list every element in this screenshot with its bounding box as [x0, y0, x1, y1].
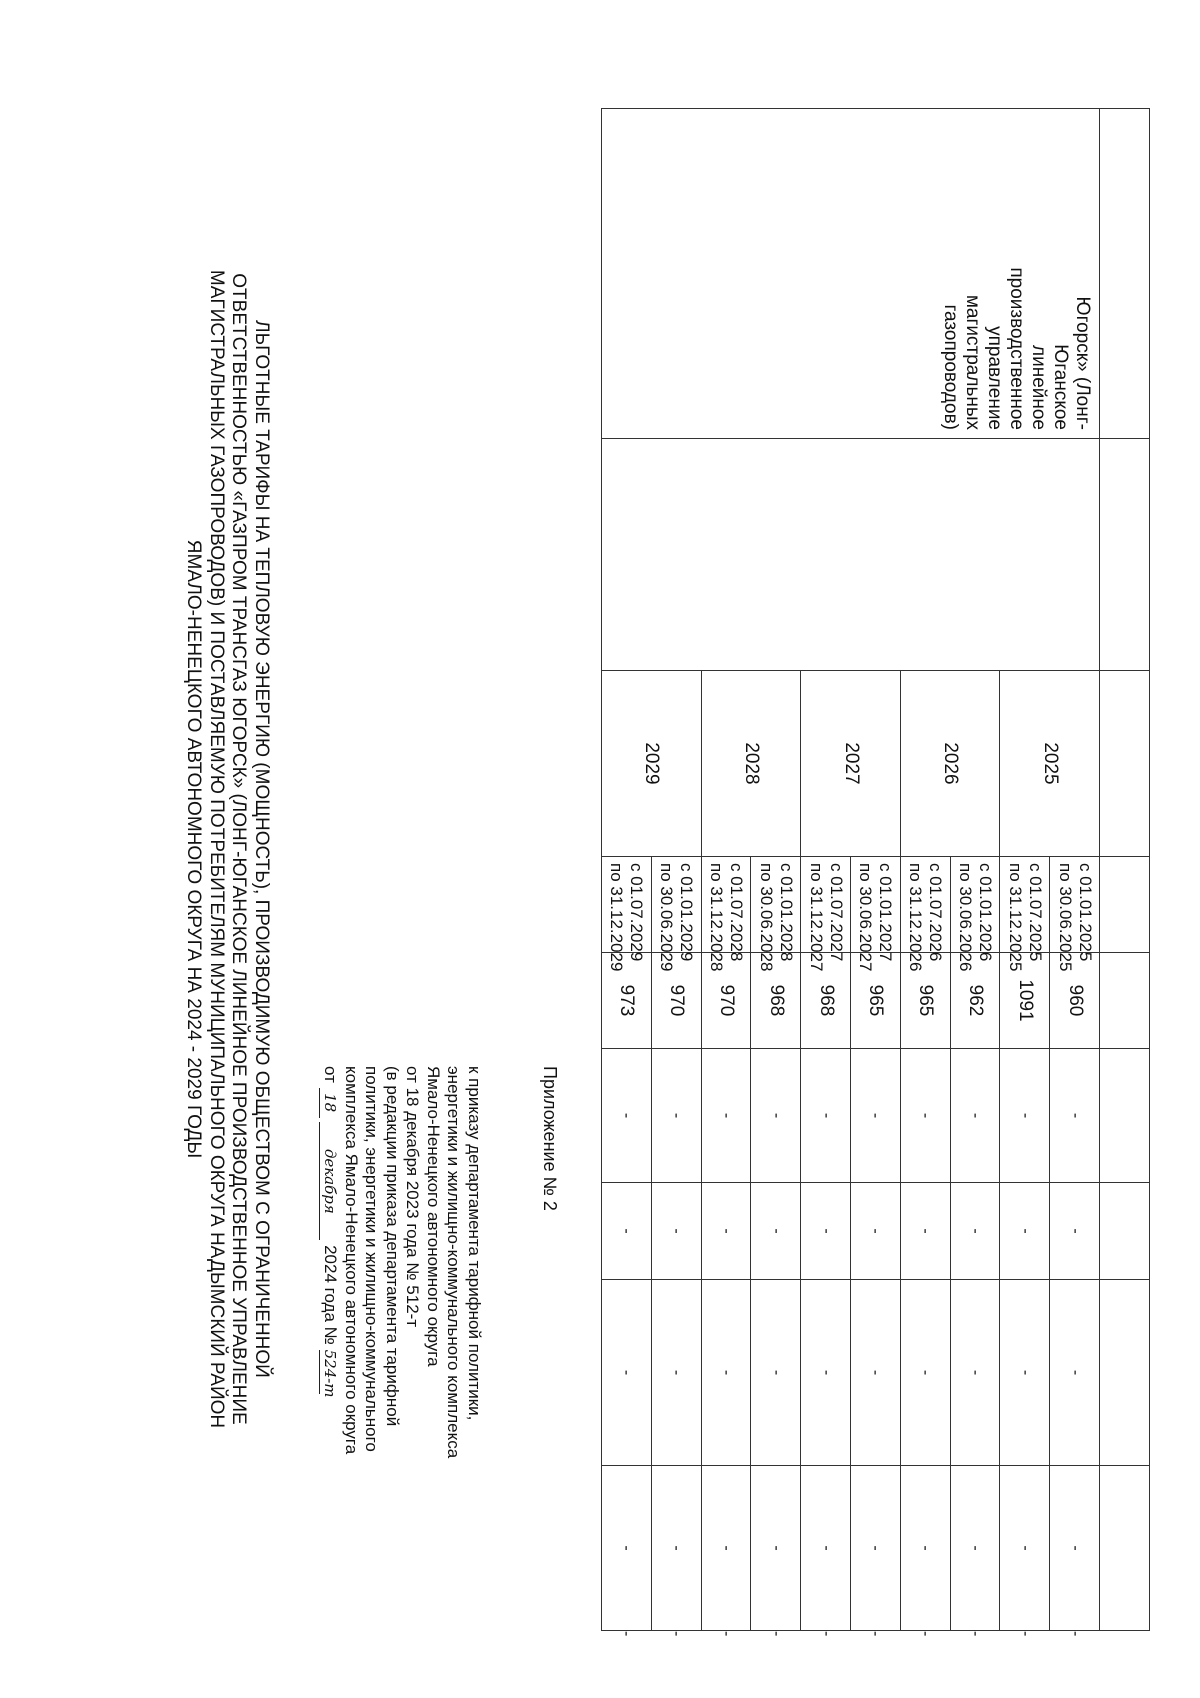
organization-label-line: производственное: [1006, 267, 1027, 430]
year-cell: 2025: [1000, 671, 1100, 857]
period-to: по 30.06.2025: [1055, 863, 1075, 972]
annex-signature-line: [319, 1066, 341, 1536]
empty-value-dash: -: [950, 1280, 1000, 1466]
empty-value-dash: -: [602, 1183, 652, 1280]
period-to: по 31.12.2029: [607, 863, 627, 972]
sig-year-text: 2024 года №: [321, 1245, 341, 1345]
organization-label-line: линейное: [1028, 345, 1049, 430]
tariff-value-cell: 970: [701, 953, 751, 1049]
empty-value-dash: -: [1050, 1049, 1100, 1183]
empty-value-dash: -: [801, 1183, 851, 1280]
empty-value-dash: -: [701, 1049, 751, 1183]
table-row: с 01.07.2028 по 31.12.2028 970 - - - - -: [701, 109, 751, 1631]
organization-label-line: магистральных: [962, 294, 983, 430]
empty-value-dash: -: [1000, 1466, 1050, 1631]
blank-cell: [1100, 1049, 1150, 1183]
annex-line: Ямало-Ненецкого автономного округа: [424, 1066, 443, 1367]
empty-value-dash: -: [801, 1466, 851, 1631]
annex-line: политики, энергетики и жилищно-коммунального: [362, 1066, 382, 1452]
period-to: по 30.06.2026: [956, 863, 976, 972]
period-cell: [651, 857, 701, 972]
organization-cell: [602, 109, 1100, 439]
tariff-value-cell: 968: [751, 953, 801, 1049]
blank-cell: [1100, 1280, 1150, 1466]
empty-value-dash: -: [1050, 1466, 1100, 1631]
tariff-value-cell: 970: [651, 953, 701, 1049]
organization-label-line: управление: [984, 326, 1005, 430]
period-cell: [602, 857, 652, 972]
empty-value-dash: -: [1000, 1280, 1050, 1466]
period-from: с 01.07.2025: [1025, 863, 1045, 962]
table-row: 2028 с 01.01.2028 по 30.06.2028 968 - - - - -: [751, 109, 801, 1631]
period-to: по 31.12.2028: [707, 863, 727, 972]
empty-value-dash: -: [1050, 1280, 1100, 1466]
heading-line: ЯМАЛО-НЕНЕЦКОГО АВТОНОМНОГО ОКРУГА НА 2024 - 2029 ГОДЫ: [183, 539, 205, 1159]
period-to: по 31.12.2025: [1005, 863, 1025, 972]
empty-value-dash: -: [851, 1466, 901, 1631]
empty-value-dash: -: [801, 1280, 851, 1466]
period-to: по 30.06.2029: [657, 863, 677, 972]
table-row: с 01.07.2029 по 31.12.2029 973 - - - - -: [602, 109, 652, 1631]
empty-value-dash: -: [801, 1049, 851, 1183]
period-to: по 30.06.2027: [856, 863, 876, 972]
table-row: 2027 с 01.01.2027 по 30.06.2027 965 - - - - -: [851, 109, 901, 1631]
blank-cell: [1100, 1183, 1150, 1280]
empty-value-dash: -: [1000, 1049, 1050, 1183]
period-from: с 01.07.2029: [627, 863, 647, 962]
blank-cell: [1100, 439, 1150, 671]
tariff-value-cell: 1091: [1000, 953, 1050, 1049]
period-cell: [1000, 857, 1050, 972]
empty-value-dash: -: [651, 1280, 701, 1466]
table-row: 2026 с 01.01.2026 по 30.06.2026 962 - - - - -: [950, 109, 1000, 1631]
tariff-value-cell: 968: [801, 953, 851, 1049]
period-cell: [801, 857, 851, 972]
heading-line: ОТВЕТСТВЕННОСТЬЮ «ГАЗПРОМ ТРАНСГАЗ ЮГОРСК» (ЛОНГ-ЮГАНСКОЕ ЛИНЕЙНОЕ ПРОИЗВОДСТВЕННОЕ УПРАВЛЕНИЕ: [228, 273, 250, 1425]
year-cell: 2028: [701, 671, 801, 857]
organization-label-line: Югорск» (Лонг-: [1072, 296, 1093, 430]
empty-value-dash: -: [751, 1049, 801, 1183]
table-row: с 01.07.2026 по 31.12.2026 965 - - - - -: [900, 109, 950, 1631]
period-to: по 31.12.2027: [806, 863, 826, 972]
empty-value-dash: -: [751, 1280, 801, 1466]
tariff-table: [601, 108, 1150, 1637]
annex-title: Приложение № 2: [540, 1066, 560, 1211]
empty-value-dash: -: [651, 1049, 701, 1183]
empty-value-dash: -: [751, 1466, 801, 1631]
blank-cell: [1100, 671, 1150, 857]
period-from: с 01.01.2028: [776, 863, 796, 962]
organization-label-line: газопроводов): [940, 304, 961, 430]
organization-label-line: Юганское: [1050, 344, 1071, 430]
period-cell: [701, 857, 751, 972]
period-from: с 01.01.2025: [1075, 863, 1095, 962]
empty-value-dash: -: [701, 1280, 751, 1466]
empty-value-dash: -: [1050, 1183, 1100, 1280]
blank-cell: [1100, 1466, 1150, 1631]
empty-value-dash: -: [651, 1183, 701, 1280]
empty-value-dash: -: [851, 1049, 901, 1183]
year-cell: 2027: [801, 671, 901, 857]
annex-line: (в редакции приказа департамента тарифной: [383, 1066, 402, 1427]
empty-value-dash: -: [900, 1466, 950, 1631]
tariff-value-cell: 962: [950, 953, 1000, 1049]
tariff-value-cell: 960: [1050, 953, 1100, 1049]
blank-cell: [1100, 857, 1150, 953]
table-row: с 01.07.2025 по 31.12.2025 1091 - - - - -: [1000, 109, 1050, 1631]
empty-value-dash: -: [751, 1183, 801, 1280]
period-cell: [751, 857, 801, 972]
period-from: с 01.01.2029: [677, 863, 697, 962]
heading-line: МАГИСТРАЛЬНЫХ ГАЗОПРОВОДОВ) И ПОСТАВЛЯЕМУЮ ПОТРЕБИТЕЛЯМ МУНИЦИПАЛЬНОГО ОКРУГА НАДЫМСКИЙ РАЙОН: [206, 269, 227, 1429]
sig-month-handwritten: декабря: [319, 1122, 341, 1240]
empty-value-dash: -: [701, 1466, 751, 1631]
tariff-value-cell: 965: [851, 953, 901, 1049]
period-cell: [851, 857, 901, 972]
empty-value-dash: -: [851, 1183, 901, 1280]
sig-day-handwritten: 18: [319, 1088, 341, 1118]
annex-line: комплекса Ямало-Ненецкого автономного округа: [342, 1066, 361, 1455]
period-to: по 31.12.2026: [906, 863, 926, 972]
annex-line: от 18 декабря 2023 года № 512-т: [403, 1066, 423, 1328]
period-cell: [1050, 857, 1100, 972]
table-row: Югорск» (Лонг- Юганское линейное производственное управление магистральных газопроводов) 2025 с 01.01.2025 по 30.06.2025 960 - - - - -: [1050, 109, 1100, 1631]
annex-line: энергетики и жилищно-коммунального комплекса: [444, 1066, 464, 1459]
empty-value-dash: -: [701, 1183, 751, 1280]
year-cell: 2026: [900, 671, 1000, 857]
document-heading: [182, 100, 272, 1598]
blank-cell: [602, 439, 1100, 671]
empty-value-dash: -: [602, 1049, 652, 1183]
period-from: с 01.01.2027: [876, 863, 896, 962]
tariff-value-cell: 965: [900, 953, 950, 1049]
year-cell: 2029: [602, 671, 702, 857]
period-cell: [950, 857, 1000, 972]
period-from: с 01.07.2028: [727, 863, 747, 962]
empty-value-dash: -: [651, 1466, 701, 1631]
annex-lines: [319, 1066, 484, 1536]
empty-value-dash: -: [900, 1280, 950, 1466]
tariff-value-cell: 973: [602, 953, 652, 1049]
empty-value-dash: -: [900, 1183, 950, 1280]
heading-line: ЛЬГОТНЫЕ ТАРИФЫ НА ТЕПЛОВУЮ ЭНЕРГИЮ (МОЩНОСТЬ), ПРОИЗВОДИМУЮ ОБЩЕСТВОМ С ОГРАНИЧЕННОЙ: [251, 320, 272, 1378]
period-cell: [900, 857, 950, 972]
period-from: с 01.07.2027: [826, 863, 846, 962]
empty-value-dash: -: [602, 1280, 652, 1466]
period-from: с 01.01.2026: [976, 863, 996, 962]
blank-cell: [1100, 109, 1150, 439]
table-row: 2029 с 01.01.2029 по 30.06.2029 970 - - - - -: [651, 109, 701, 1631]
sig-number-handwritten: 524-т: [319, 1350, 341, 1394]
empty-value-dash: -: [1000, 1183, 1050, 1280]
sig-prefix: от: [321, 1066, 341, 1083]
table-header-strip: [1100, 109, 1150, 1631]
empty-value-dash: -: [900, 1049, 950, 1183]
empty-value-dash: -: [851, 1280, 901, 1466]
empty-value-dash: -: [950, 1466, 1000, 1631]
annex-line: к приказу департамента тарифной политики,: [465, 1066, 484, 1421]
empty-value-dash: -: [950, 1183, 1000, 1280]
table-row: с 01.07.2027 по 31.12.2027 968 - - - - -: [801, 109, 851, 1631]
blank-cell: [1100, 953, 1150, 1049]
period-to: по 30.06.2028: [756, 863, 776, 972]
empty-value-dash: -: [602, 1466, 652, 1631]
period-from: с 01.07.2026: [926, 863, 946, 962]
empty-value-dash: -: [950, 1049, 1000, 1183]
